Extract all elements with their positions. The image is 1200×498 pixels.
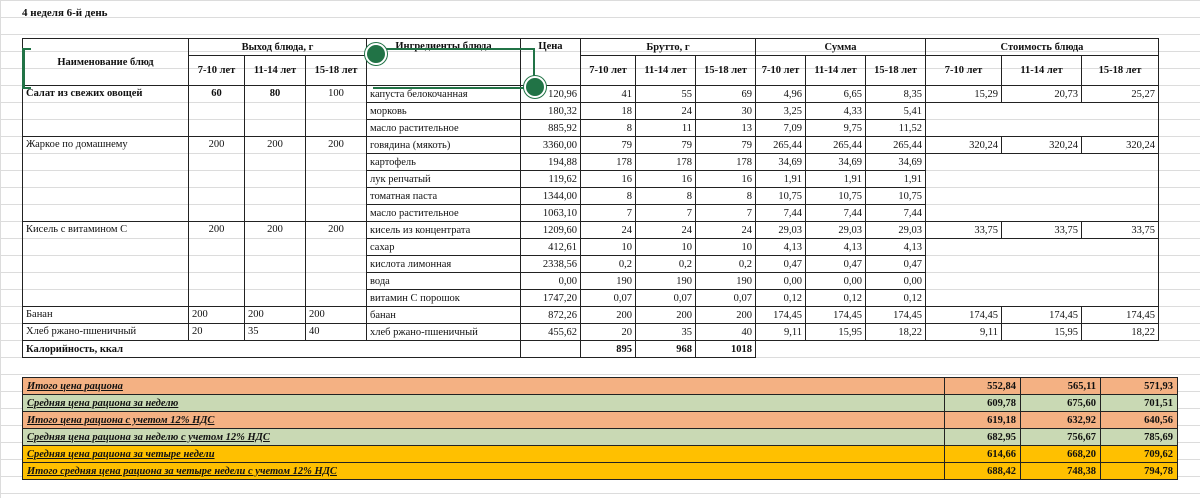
totals-value-11-14[interactable]: 748,38 bbox=[1021, 463, 1101, 480]
sum-15-18-cell[interactable]: 10,75 bbox=[866, 188, 926, 205]
sum-7-10-cell[interactable]: 7,09 bbox=[756, 120, 806, 137]
calories-7-10[interactable]: 895 bbox=[581, 341, 636, 358]
totals-label[interactable]: Средняя цена рациона за неделю с учетом 12% НДС bbox=[23, 429, 945, 446]
cost-7-10-cell[interactable]: 33,75 bbox=[926, 222, 1002, 239]
dish-name-cell[interactable]: Кисель с витамином С bbox=[23, 222, 189, 307]
sum-11-14-cell[interactable]: 1,91 bbox=[806, 171, 866, 188]
sum-11-14-cell[interactable]: 15,95 bbox=[806, 324, 866, 341]
brutto-11-14-cell[interactable]: 0,2 bbox=[636, 256, 696, 273]
brutto-15-18-cell[interactable]: 16 bbox=[696, 171, 756, 188]
output-age-1[interactable]: 7-10 лет bbox=[189, 56, 245, 86]
output-11-14-cell[interactable]: 200 bbox=[245, 137, 306, 222]
table-row bbox=[23, 222, 1159, 239]
brutto-7-10-cell[interactable]: 79 bbox=[581, 137, 636, 154]
selection-left-edge bbox=[22, 48, 31, 89]
sum-7-10-cell[interactable]: 174,45 bbox=[756, 307, 806, 324]
cost-empty-cell[interactable] bbox=[926, 171, 1159, 188]
ingredient-cell[interactable]: сахар bbox=[367, 239, 521, 256]
totals-value-15-18[interactable]: 571,93 bbox=[1101, 378, 1178, 395]
sum-7-10-cell[interactable]: 7,44 bbox=[756, 205, 806, 222]
sum-7-10-cell[interactable]: 3,25 bbox=[756, 103, 806, 120]
cost-7-10-cell[interactable]: 15,29 bbox=[926, 86, 1002, 103]
calories-15-18[interactable]: 1018 bbox=[696, 341, 756, 358]
output-7-10-cell[interactable]: 60 bbox=[189, 86, 245, 137]
price-cell[interactable]: 1344,00 bbox=[521, 188, 581, 205]
output-7-10-cell[interactable]: 20 bbox=[189, 324, 245, 341]
output-7-10-cell[interactable]: 200 bbox=[189, 222, 245, 307]
brutto-7-10-cell[interactable]: 41 bbox=[581, 86, 636, 103]
ingredient-cell[interactable]: морковь bbox=[367, 103, 521, 120]
totals-label[interactable]: Итого цена рациона с учетом 12% НДС bbox=[23, 412, 945, 429]
ingredient-cell[interactable]: хлеб ржано-пшеничный bbox=[367, 324, 521, 341]
sum-7-10-cell[interactable]: 265,44 bbox=[756, 137, 806, 154]
totals-row bbox=[23, 429, 1178, 446]
brutto-7-10-cell[interactable]: 18 bbox=[581, 103, 636, 120]
cost-header[interactable]: Стоимость блюда bbox=[926, 39, 1159, 56]
sum-15-18-cell[interactable]: 1,91 bbox=[866, 171, 926, 188]
price-cell[interactable]: 1209,60 bbox=[521, 222, 581, 239]
selection-handle-top-left[interactable] bbox=[365, 43, 387, 65]
output-7-10-cell[interactable]: 200 bbox=[189, 307, 245, 324]
sum-7-10-cell[interactable]: 34,69 bbox=[756, 154, 806, 171]
totals-value-7-10[interactable]: 619,18 bbox=[945, 412, 1021, 429]
brutto-15-18-cell[interactable]: 69 bbox=[696, 86, 756, 103]
calories-row bbox=[23, 341, 1159, 358]
sum-11-14-cell[interactable]: 6,65 bbox=[806, 86, 866, 103]
brutto-header[interactable]: Брутто, г bbox=[581, 39, 756, 56]
price-cell[interactable]: 194,88 bbox=[521, 154, 581, 171]
price-cell[interactable]: 1063,10 bbox=[521, 205, 581, 222]
table-row bbox=[23, 86, 1159, 103]
cost-empty-cell[interactable] bbox=[926, 205, 1159, 222]
brutto-11-14-cell[interactable]: 79 bbox=[636, 137, 696, 154]
brutto-15-18-cell[interactable]: 200 bbox=[696, 307, 756, 324]
sum-15-18-cell[interactable]: 11,52 bbox=[866, 120, 926, 137]
cost-age-3[interactable]: 15-18 лет bbox=[1082, 56, 1159, 86]
cost-11-14-cell[interactable]: 174,45 bbox=[1002, 307, 1082, 324]
price-cell[interactable]: 120,96 bbox=[521, 86, 581, 103]
brutto-11-14-cell[interactable]: 0,07 bbox=[636, 290, 696, 307]
ingredient-cell[interactable]: томатная паста bbox=[367, 188, 521, 205]
sum-11-14-cell[interactable]: 174,45 bbox=[806, 307, 866, 324]
cost-empty-cell[interactable] bbox=[926, 290, 1159, 307]
price-cell[interactable]: 119,62 bbox=[521, 171, 581, 188]
sum-11-14-cell[interactable]: 0,00 bbox=[806, 273, 866, 290]
brutto-15-18-cell[interactable]: 10 bbox=[696, 239, 756, 256]
totals-label[interactable]: Средняя цена рациона за четыре недели bbox=[23, 446, 945, 463]
ingredients-header[interactable]: Ингредиенты блюда bbox=[367, 39, 521, 86]
calories-label[interactable]: Калорийность, ккал bbox=[23, 341, 521, 358]
table-row bbox=[23, 307, 1159, 324]
brutto-7-10-cell[interactable]: 24 bbox=[581, 222, 636, 239]
output-header[interactable]: Выход блюда, г bbox=[189, 39, 367, 56]
totals-value-11-14[interactable]: 632,92 bbox=[1021, 412, 1101, 429]
brutto-age-3[interactable]: 15-18 лет bbox=[696, 56, 756, 86]
output-15-18-cell[interactable]: 40 bbox=[306, 324, 367, 341]
cost-empty-cell[interactable] bbox=[926, 273, 1159, 290]
output-15-18-cell[interactable]: 200 bbox=[306, 137, 367, 222]
ingredient-cell[interactable]: капуста белокочанная bbox=[367, 86, 521, 103]
totals-label[interactable]: Средняя цена рациона за неделю bbox=[23, 395, 945, 412]
totals-value-11-14[interactable]: 756,67 bbox=[1021, 429, 1101, 446]
calories-11-14[interactable]: 968 bbox=[636, 341, 696, 358]
output-15-18-cell[interactable]: 200 bbox=[306, 222, 367, 307]
ingredient-cell[interactable]: витамин С порошок bbox=[367, 290, 521, 307]
sum-15-18-cell[interactable]: 0,47 bbox=[866, 256, 926, 273]
totals-value-15-18[interactable]: 794,78 bbox=[1101, 463, 1178, 480]
brutto-7-10-cell[interactable]: 190 bbox=[581, 273, 636, 290]
price-cell[interactable]: 0,00 bbox=[521, 273, 581, 290]
cost-7-10-cell[interactable]: 174,45 bbox=[926, 307, 1002, 324]
cost-15-18-cell[interactable]: 174,45 bbox=[1082, 307, 1159, 324]
table-row bbox=[23, 324, 1159, 341]
price-cell[interactable]: 412,61 bbox=[521, 239, 581, 256]
brutto-age-1[interactable]: 7-10 лет bbox=[581, 56, 636, 86]
cost-11-14-cell[interactable]: 33,75 bbox=[1002, 222, 1082, 239]
cost-empty-cell[interactable] bbox=[926, 103, 1159, 120]
sum-11-14-cell[interactable]: 0,47 bbox=[806, 256, 866, 273]
brutto-15-18-cell[interactable]: 8 bbox=[696, 188, 756, 205]
sum-age-2[interactable]: 11-14 лет bbox=[806, 56, 866, 86]
sum-15-18-cell[interactable]: 34,69 bbox=[866, 154, 926, 171]
brutto-7-10-cell[interactable]: 0,2 bbox=[581, 256, 636, 273]
brutto-7-10-cell[interactable]: 0,07 bbox=[581, 290, 636, 307]
cost-7-10-cell[interactable]: 9,11 bbox=[926, 324, 1002, 341]
dish-name-cell[interactable]: Салат из свежих овощей bbox=[23, 86, 189, 137]
cost-15-18-cell[interactable]: 33,75 bbox=[1082, 222, 1159, 239]
sum-header[interactable]: Сумма bbox=[756, 39, 926, 56]
sum-age-1[interactable]: 7-10 лет bbox=[756, 56, 806, 86]
sum-15-18-cell[interactable]: 5,41 bbox=[866, 103, 926, 120]
sheet-caption[interactable]: 4 неделя 6-й день bbox=[22, 7, 108, 19]
selection-handle-bottom-right[interactable] bbox=[524, 76, 546, 98]
output-11-14-cell[interactable]: 200 bbox=[245, 222, 306, 307]
brutto-7-10-cell[interactable]: 178 bbox=[581, 154, 636, 171]
ingredient-cell[interactable]: банан bbox=[367, 307, 521, 324]
price-header[interactable]: Цена bbox=[521, 39, 581, 86]
sum-11-14-cell[interactable]: 29,03 bbox=[806, 222, 866, 239]
price-cell[interactable]: 180,32 bbox=[521, 103, 581, 120]
output-11-14-cell[interactable]: 80 bbox=[245, 86, 306, 137]
header-row-1 bbox=[23, 39, 1159, 56]
totals-value-7-10[interactable]: 609,78 bbox=[945, 395, 1021, 412]
brutto-7-10-cell[interactable]: 8 bbox=[581, 120, 636, 137]
sum-7-10-cell[interactable]: 1,91 bbox=[756, 171, 806, 188]
price-cell[interactable]: 3360,00 bbox=[521, 137, 581, 154]
brutto-7-10-cell[interactable]: 200 bbox=[581, 307, 636, 324]
header-row-2 bbox=[23, 56, 1159, 86]
totals-value-7-10[interactable]: 614,66 bbox=[945, 446, 1021, 463]
output-11-14-cell[interactable]: 200 bbox=[245, 307, 306, 324]
sum-15-18-cell[interactable]: 7,44 bbox=[866, 205, 926, 222]
totals-value-11-14[interactable]: 668,20 bbox=[1021, 446, 1101, 463]
menu-table bbox=[22, 38, 1159, 358]
brutto-11-14-cell[interactable]: 10 bbox=[636, 239, 696, 256]
price-cell[interactable]: 885,92 bbox=[521, 120, 581, 137]
sum-11-14-cell[interactable]: 265,44 bbox=[806, 137, 866, 154]
totals-value-7-10[interactable]: 682,95 bbox=[945, 429, 1021, 446]
sum-11-14-cell[interactable]: 10,75 bbox=[806, 188, 866, 205]
sum-15-18-cell[interactable]: 0,00 bbox=[866, 273, 926, 290]
cost-empty-cell[interactable] bbox=[926, 256, 1159, 273]
sum-15-18-cell[interactable]: 265,44 bbox=[866, 137, 926, 154]
price-cell[interactable]: 2338,56 bbox=[521, 256, 581, 273]
sum-11-14-cell[interactable]: 34,69 bbox=[806, 154, 866, 171]
sum-7-10-cell[interactable]: 0,47 bbox=[756, 256, 806, 273]
cost-15-18-cell[interactable]: 18,22 bbox=[1082, 324, 1159, 341]
totals-row bbox=[23, 412, 1178, 429]
dish-header[interactable]: Наименование блюд bbox=[23, 39, 189, 86]
ingredient-cell[interactable]: кисель из концентрата bbox=[367, 222, 521, 239]
totals-value-15-18[interactable]: 701,51 bbox=[1101, 395, 1178, 412]
sum-7-10-cell[interactable]: 4,96 bbox=[756, 86, 806, 103]
cost-empty-cell[interactable] bbox=[926, 120, 1159, 137]
brutto-11-14-cell[interactable]: 190 bbox=[636, 273, 696, 290]
brutto-11-14-cell[interactable]: 24 bbox=[636, 103, 696, 120]
sum-7-10-cell[interactable]: 0,00 bbox=[756, 273, 806, 290]
totals-value-7-10[interactable]: 552,84 bbox=[945, 378, 1021, 395]
output-15-18-cell[interactable]: 100 bbox=[306, 86, 367, 137]
sum-11-14-cell[interactable]: 4,33 bbox=[806, 103, 866, 120]
cost-age-1[interactable]: 7-10 лет bbox=[926, 56, 1002, 86]
brutto-7-10-cell[interactable]: 10 bbox=[581, 239, 636, 256]
ingredient-cell[interactable]: вода bbox=[367, 273, 521, 290]
output-15-18-cell[interactable]: 200 bbox=[306, 307, 367, 324]
brutto-15-18-cell[interactable]: 40 bbox=[696, 324, 756, 341]
sum-11-14-cell[interactable]: 0,12 bbox=[806, 290, 866, 307]
empty-area[interactable] bbox=[756, 341, 1159, 358]
brutto-15-18-cell[interactable]: 0,07 bbox=[696, 290, 756, 307]
sum-15-18-cell[interactable]: 174,45 bbox=[866, 307, 926, 324]
price-cell[interactable]: 872,26 bbox=[521, 307, 581, 324]
cost-11-14-cell[interactable]: 320,24 bbox=[1002, 137, 1082, 154]
brutto-11-14-cell[interactable]: 178 bbox=[636, 154, 696, 171]
price-cell[interactable]: 1747,20 bbox=[521, 290, 581, 307]
brutto-15-18-cell[interactable]: 24 bbox=[696, 222, 756, 239]
cost-11-14-cell[interactable]: 20,73 bbox=[1002, 86, 1082, 103]
totals-row bbox=[23, 463, 1178, 480]
brutto-15-18-cell[interactable]: 79 bbox=[696, 137, 756, 154]
brutto-11-14-cell[interactable]: 7 bbox=[636, 205, 696, 222]
ingredient-cell[interactable]: масло растительное bbox=[367, 205, 521, 222]
brutto-11-14-cell[interactable]: 11 bbox=[636, 120, 696, 137]
cost-empty-cell[interactable] bbox=[926, 239, 1159, 256]
brutto-15-18-cell[interactable]: 0,2 bbox=[696, 256, 756, 273]
totals-table bbox=[22, 377, 1178, 480]
ingredient-cell[interactable]: кислота лимонная bbox=[367, 256, 521, 273]
totals-value-15-18[interactable]: 785,69 bbox=[1101, 429, 1178, 446]
output-age-3[interactable]: 15-18 лет bbox=[306, 56, 367, 86]
sum-7-10-cell[interactable]: 0,12 bbox=[756, 290, 806, 307]
sum-11-14-cell[interactable]: 9,75 bbox=[806, 120, 866, 137]
cost-15-18-cell[interactable]: 25,27 bbox=[1082, 86, 1159, 103]
dish-name-cell[interactable]: Банан bbox=[23, 307, 189, 324]
output-11-14-cell[interactable]: 35 bbox=[245, 324, 306, 341]
table-row bbox=[23, 137, 1159, 154]
sum-7-10-cell[interactable]: 9,11 bbox=[756, 324, 806, 341]
brutto-15-18-cell[interactable]: 13 bbox=[696, 120, 756, 137]
cost-11-14-cell[interactable]: 15,95 bbox=[1002, 324, 1082, 341]
sum-15-18-cell[interactable]: 4,13 bbox=[866, 239, 926, 256]
totals-value-15-18[interactable]: 709,62 bbox=[1101, 446, 1178, 463]
brutto-11-14-cell[interactable]: 55 bbox=[636, 86, 696, 103]
sum-15-18-cell[interactable]: 18,22 bbox=[866, 324, 926, 341]
brutto-age-2[interactable]: 11-14 лет bbox=[636, 56, 696, 86]
totals-value-11-14[interactable]: 675,60 bbox=[1021, 395, 1101, 412]
totals-value-11-14[interactable]: 565,11 bbox=[1021, 378, 1101, 395]
ingredient-cell[interactable]: лук репчатый bbox=[367, 171, 521, 188]
ingredient-cell[interactable]: масло растительное bbox=[367, 120, 521, 137]
totals-value-7-10[interactable]: 688,42 bbox=[945, 463, 1021, 480]
sum-7-10-cell[interactable]: 10,75 bbox=[756, 188, 806, 205]
brutto-7-10-cell[interactable]: 8 bbox=[581, 188, 636, 205]
price-cell[interactable]: 455,62 bbox=[521, 324, 581, 341]
totals-value-15-18[interactable]: 640,56 bbox=[1101, 412, 1178, 429]
sum-age-3[interactable]: 15-18 лет bbox=[866, 56, 926, 86]
calories-blank[interactable] bbox=[521, 341, 581, 358]
cost-empty-cell[interactable] bbox=[926, 188, 1159, 205]
cost-15-18-cell[interactable]: 320,24 bbox=[1082, 137, 1159, 154]
totals-label[interactable]: Итого средняя цена рациона за четыре недели с учетом 12% НДС bbox=[23, 463, 945, 480]
brutto-15-18-cell[interactable]: 178 bbox=[696, 154, 756, 171]
output-7-10-cell[interactable]: 200 bbox=[189, 137, 245, 222]
sum-15-18-cell[interactable]: 29,03 bbox=[866, 222, 926, 239]
output-age-2[interactable]: 11-14 лет bbox=[245, 56, 306, 86]
cost-7-10-cell[interactable]: 320,24 bbox=[926, 137, 1002, 154]
sum-15-18-cell[interactable]: 0,12 bbox=[866, 290, 926, 307]
brutto-7-10-cell[interactable]: 7 bbox=[581, 205, 636, 222]
ingredient-cell[interactable]: картофель bbox=[367, 154, 521, 171]
sum-11-14-cell[interactable]: 7,44 bbox=[806, 205, 866, 222]
brutto-11-14-cell[interactable]: 8 bbox=[636, 188, 696, 205]
sum-15-18-cell[interactable]: 8,35 bbox=[866, 86, 926, 103]
totals-row bbox=[23, 395, 1178, 412]
ingredient-cell[interactable]: говядина (мякоть) bbox=[367, 137, 521, 154]
brutto-7-10-cell[interactable]: 16 bbox=[581, 171, 636, 188]
brutto-11-14-cell[interactable]: 16 bbox=[636, 171, 696, 188]
brutto-11-14-cell[interactable]: 24 bbox=[636, 222, 696, 239]
brutto-15-18-cell[interactable]: 30 bbox=[696, 103, 756, 120]
brutto-15-18-cell[interactable]: 7 bbox=[696, 205, 756, 222]
brutto-7-10-cell[interactable]: 20 bbox=[581, 324, 636, 341]
sum-7-10-cell[interactable]: 4,13 bbox=[756, 239, 806, 256]
dish-name-cell[interactable]: Жаркое по домашнему bbox=[23, 137, 189, 222]
totals-label[interactable]: Итого цена рациона bbox=[23, 378, 945, 395]
brutto-11-14-cell[interactable]: 200 bbox=[636, 307, 696, 324]
totals-row bbox=[23, 378, 1178, 395]
sum-7-10-cell[interactable]: 29,03 bbox=[756, 222, 806, 239]
cost-age-2[interactable]: 11-14 лет bbox=[1002, 56, 1082, 86]
brutto-15-18-cell[interactable]: 190 bbox=[696, 273, 756, 290]
brutto-11-14-cell[interactable]: 35 bbox=[636, 324, 696, 341]
dish-name-cell[interactable]: Хлеб ржано-пшеничный bbox=[23, 324, 189, 341]
cost-empty-cell[interactable] bbox=[926, 154, 1159, 171]
sum-11-14-cell[interactable]: 4,13 bbox=[806, 239, 866, 256]
totals-row bbox=[23, 446, 1178, 463]
